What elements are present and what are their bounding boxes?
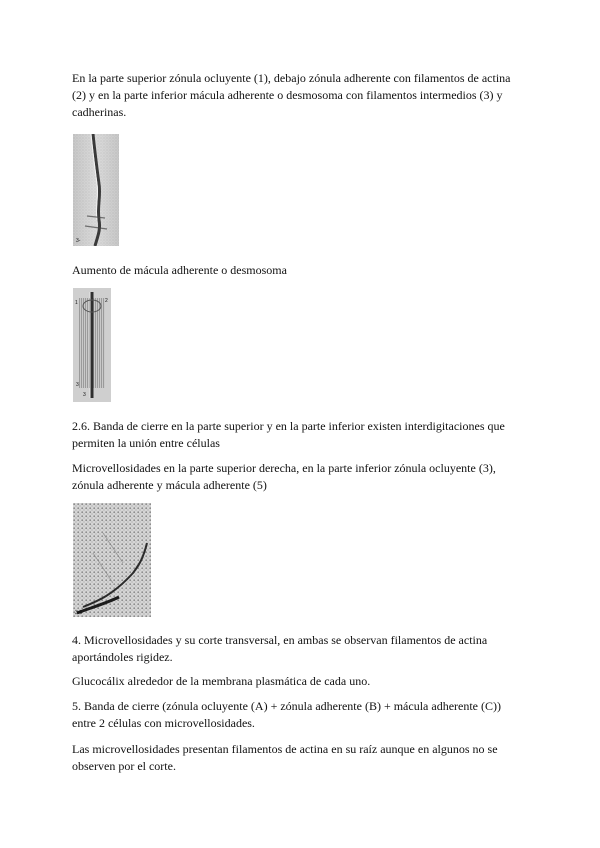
paragraph-junction-description: En la parte superior zónula ocluyente (1), debajo zónula adherente con filamentos de actina (2) y en la parte inferior mácula adherente o desmosoma con filamentos intermedios (3) y cadherinas. xyxy=(72,71,511,119)
micrograph-desmosome xyxy=(73,288,111,402)
micrograph-cell-junction xyxy=(73,134,119,246)
paragraph-closing-band: 2.6. Banda de cierre en la parte superior y en la parte inferior existen interdigitaciones que permiten la unión entre células xyxy=(72,419,505,450)
paragraph-glycocalyx: Glucocálix alrededor de la membrana plasmática de cada uno. xyxy=(72,674,371,688)
paragraph-closing-band-cells: 5. Banda de cierre (zónula ocluyente (A) + zónula adherente (B) + mácula adherente (C)) entre 2 células con microvellosidades. xyxy=(72,699,501,730)
paragraph-microvilli-junctions: Microvellosidades en la parte superior derecha, en la parte inferior zónula ocluyente (3), zónula adherente y mácula adherente (5) xyxy=(72,461,496,492)
figure-label: 3-6 xyxy=(75,610,83,616)
paragraph-microvilli-roots: Las microvellosidades presentan filamentos de actina en su raíz aunque en algunos no se observen por el corte. xyxy=(72,742,498,773)
figure-label-2: 2 xyxy=(105,298,108,304)
paragraph-microvilli-actin: 4. Microvellosidades y su corte transversal, en ambas se observan filamentos de actina aportándoles rigidez. xyxy=(72,633,488,664)
figure-label-1: 1 xyxy=(75,300,78,306)
figure-label-3a: 3 xyxy=(76,382,79,388)
micrograph-microvilli xyxy=(73,503,151,617)
figure-label-3b: 3 xyxy=(83,392,86,398)
paragraph-desmosome-caption: Aumento de mácula adherente o desmosoma xyxy=(72,263,287,277)
figure-label: 3- xyxy=(76,238,81,244)
